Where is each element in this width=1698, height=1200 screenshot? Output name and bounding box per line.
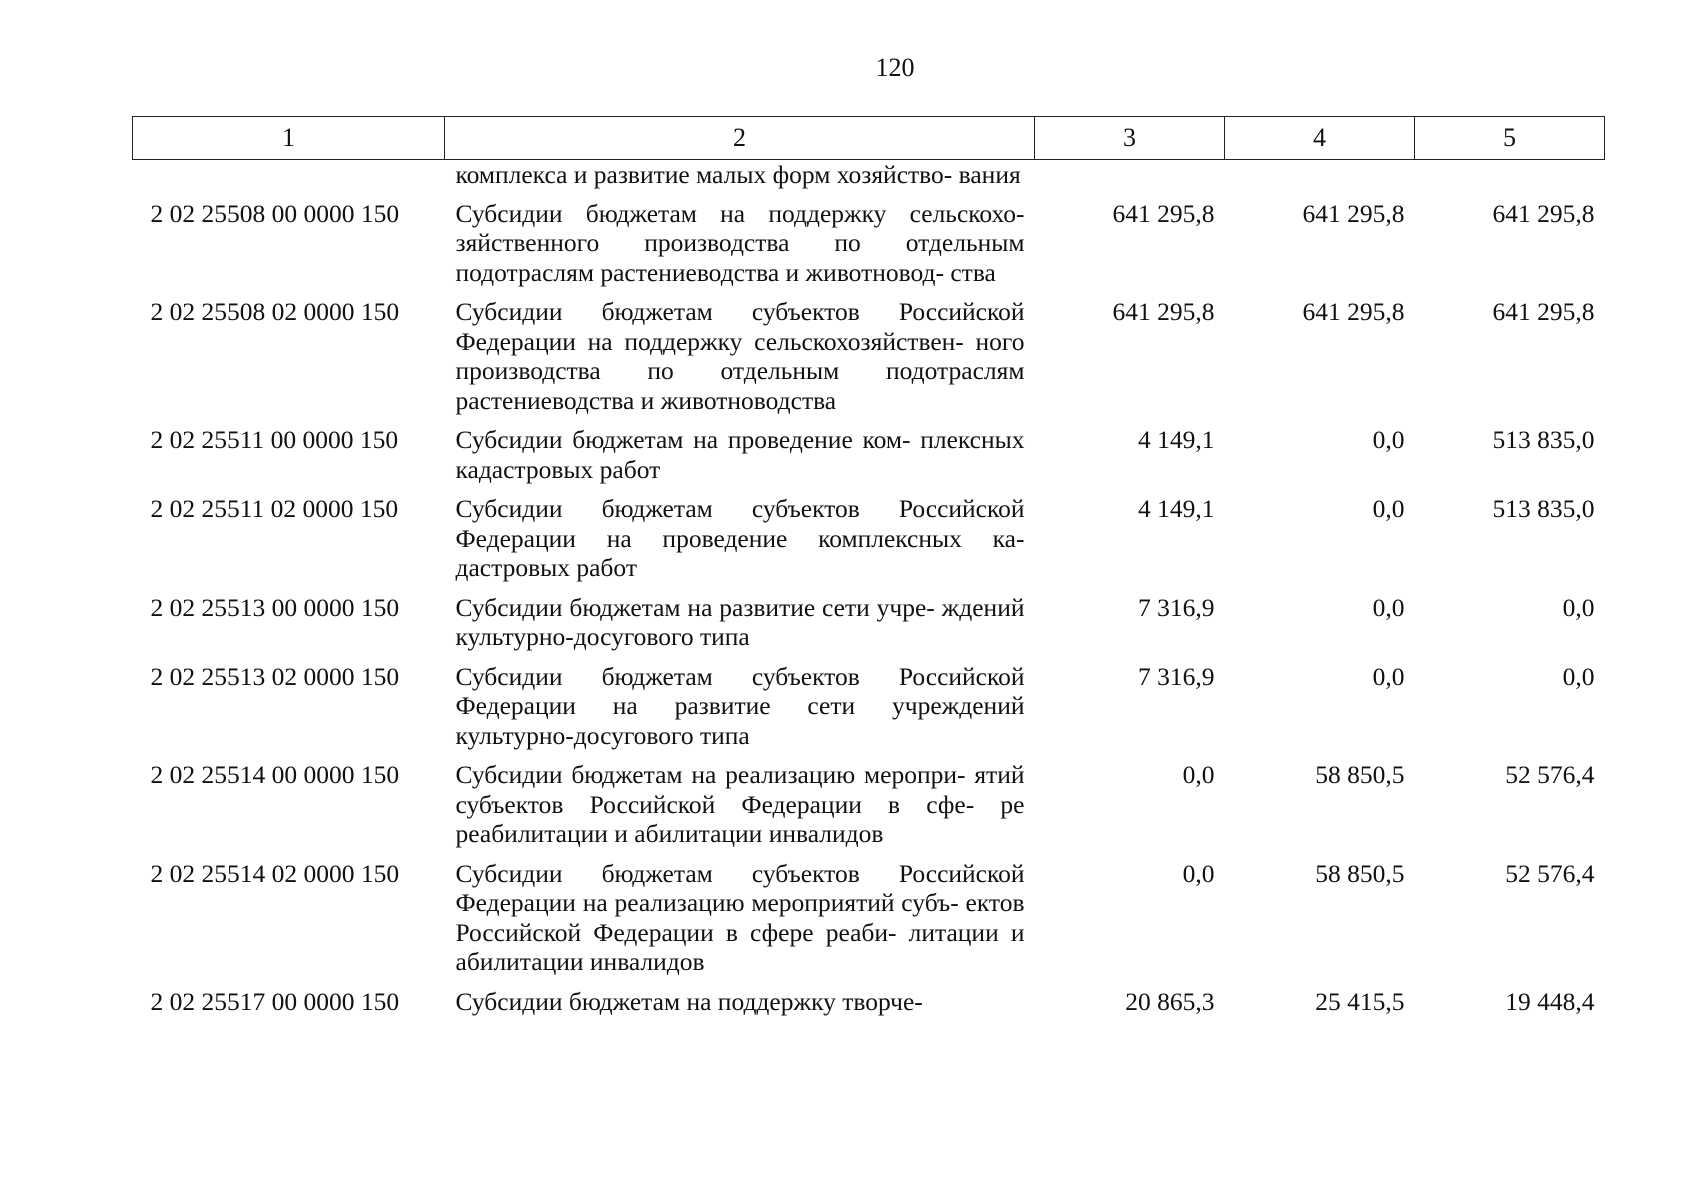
column-header-2: 2 (445, 117, 1035, 160)
row-code: 2 02 25517 00 0000 150 (150, 986, 400, 1016)
row-value-col4: 0,0 (1372, 494, 1405, 523)
row-code: 2 02 25511 00 0000 150 (150, 425, 399, 454)
table-row (133, 756, 1605, 855)
row-description: Субсидии бюджетам на поддержку сельскохо- зяйственного производства по отдельным подотраслям растениеводства и животновод- ства (455, 198, 1025, 287)
row-description: комплекса и развитие малых форм хозяйство- вания (455, 160, 1021, 189)
row-description: Субсидии бюджетам на реализацию меропри- ятий субъектов Российской Федерации в сфе- ре реабилитации и абилитации инвалидов (455, 760, 1025, 848)
row-value-col5: 52 576,4 (1505, 760, 1595, 789)
row-value-col5: 19 448,4 (1505, 986, 1595, 1016)
row-code: 2 02 25514 00 0000 150 (150, 760, 400, 789)
row-description: Субсидии бюджетам субъектов Российской Федерации на реализацию мероприятий субъ- ектов Российской Федерации в сфере реаби- литации и абилитации инвалидов (455, 858, 1025, 976)
table-row (133, 160, 1605, 195)
row-value-col5: 513 835,0 (1492, 425, 1595, 454)
row-code: 2 02 25508 00 0000 150 (150, 198, 400, 228)
table-row (133, 293, 1605, 421)
table-header-row (133, 117, 1605, 160)
row-value-col3: 4 149,1 (1138, 494, 1215, 523)
budget-table (132, 116, 1605, 1022)
table-row (133, 983, 1605, 1023)
row-value-col4: 25 415,5 (1315, 986, 1405, 1016)
table-row (133, 195, 1605, 294)
table-row (133, 490, 1605, 589)
page-number: 120 (875, 53, 915, 82)
row-value-col4: 0,0 (1372, 592, 1405, 622)
row-value-col4: 641 295,8 (1302, 297, 1405, 326)
row-description: Субсидии бюджетам субъектов Российской Федерации на развитие сети учреждений культурно-досугового типа (455, 661, 1025, 750)
row-value-col5 (1415, 160, 1605, 195)
row-description: Субсидии бюджетам субъектов Российской Федерации на поддержку сельскохозяйствен- ного производства по отдельным подотраслям растениеводства и животноводства (455, 297, 1025, 415)
row-value-col3: 20 865,3 (1125, 986, 1215, 1016)
row-value-col4 (1225, 160, 1415, 195)
row-description: Субсидии бюджетам субъектов Российской Федерации на проведение комплексных ка- дастровых работ (455, 494, 1025, 582)
row-code: 2 02 25513 00 0000 150 (150, 592, 400, 622)
table-row (133, 658, 1605, 757)
row-value-col5: 513 835,0 (1492, 494, 1595, 523)
row-value-col3: 4 149,1 (1138, 425, 1215, 454)
row-value-col3: 641 295,8 (1112, 198, 1215, 228)
row-value-col5: 0,0 (1562, 592, 1595, 622)
table-row (133, 855, 1605, 983)
row-value-col5: 641 295,8 (1492, 297, 1595, 326)
table-row (133, 589, 1605, 658)
row-description: Субсидии бюджетам на поддержку творче- (455, 986, 923, 1016)
row-description: Субсидии бюджетам на проведение ком- плексных кадастровых работ (455, 425, 1025, 484)
row-value-col4: 58 850,5 (1315, 858, 1405, 888)
column-header-3: 3 (1035, 117, 1225, 160)
row-value-col5: 641 295,8 (1492, 198, 1595, 228)
row-value-col3: 0,0 (1182, 858, 1215, 888)
row-code: 2 02 25513 02 0000 150 (150, 661, 400, 691)
row-code: 2 02 25514 02 0000 150 (150, 858, 400, 888)
column-header-5: 5 (1415, 117, 1605, 160)
row-value-col4: 641 295,8 (1302, 198, 1405, 228)
row-value-col3: 0,0 (1182, 760, 1215, 789)
row-value-col4: 0,0 (1372, 425, 1405, 454)
row-code (133, 160, 445, 195)
row-value-col3 (1035, 160, 1225, 195)
row-value-col3: 7 316,9 (1138, 661, 1215, 691)
row-value-col3: 7 316,9 (1138, 592, 1215, 622)
row-value-col5: 0,0 (1562, 661, 1595, 691)
row-description: Субсидии бюджетам на развитие сети учре- ждений культурно-досугового типа (455, 592, 1025, 651)
row-value-col4: 0,0 (1372, 661, 1405, 691)
row-value-col5: 52 576,4 (1505, 858, 1595, 888)
row-value-col3: 641 295,8 (1112, 297, 1215, 326)
column-header-1: 1 (133, 117, 445, 160)
row-code: 2 02 25508 02 0000 150 (150, 297, 400, 326)
row-code: 2 02 25511 02 0000 150 (150, 494, 399, 523)
table-row (133, 421, 1605, 490)
column-header-4: 4 (1225, 117, 1415, 160)
row-value-col4: 58 850,5 (1315, 760, 1405, 789)
